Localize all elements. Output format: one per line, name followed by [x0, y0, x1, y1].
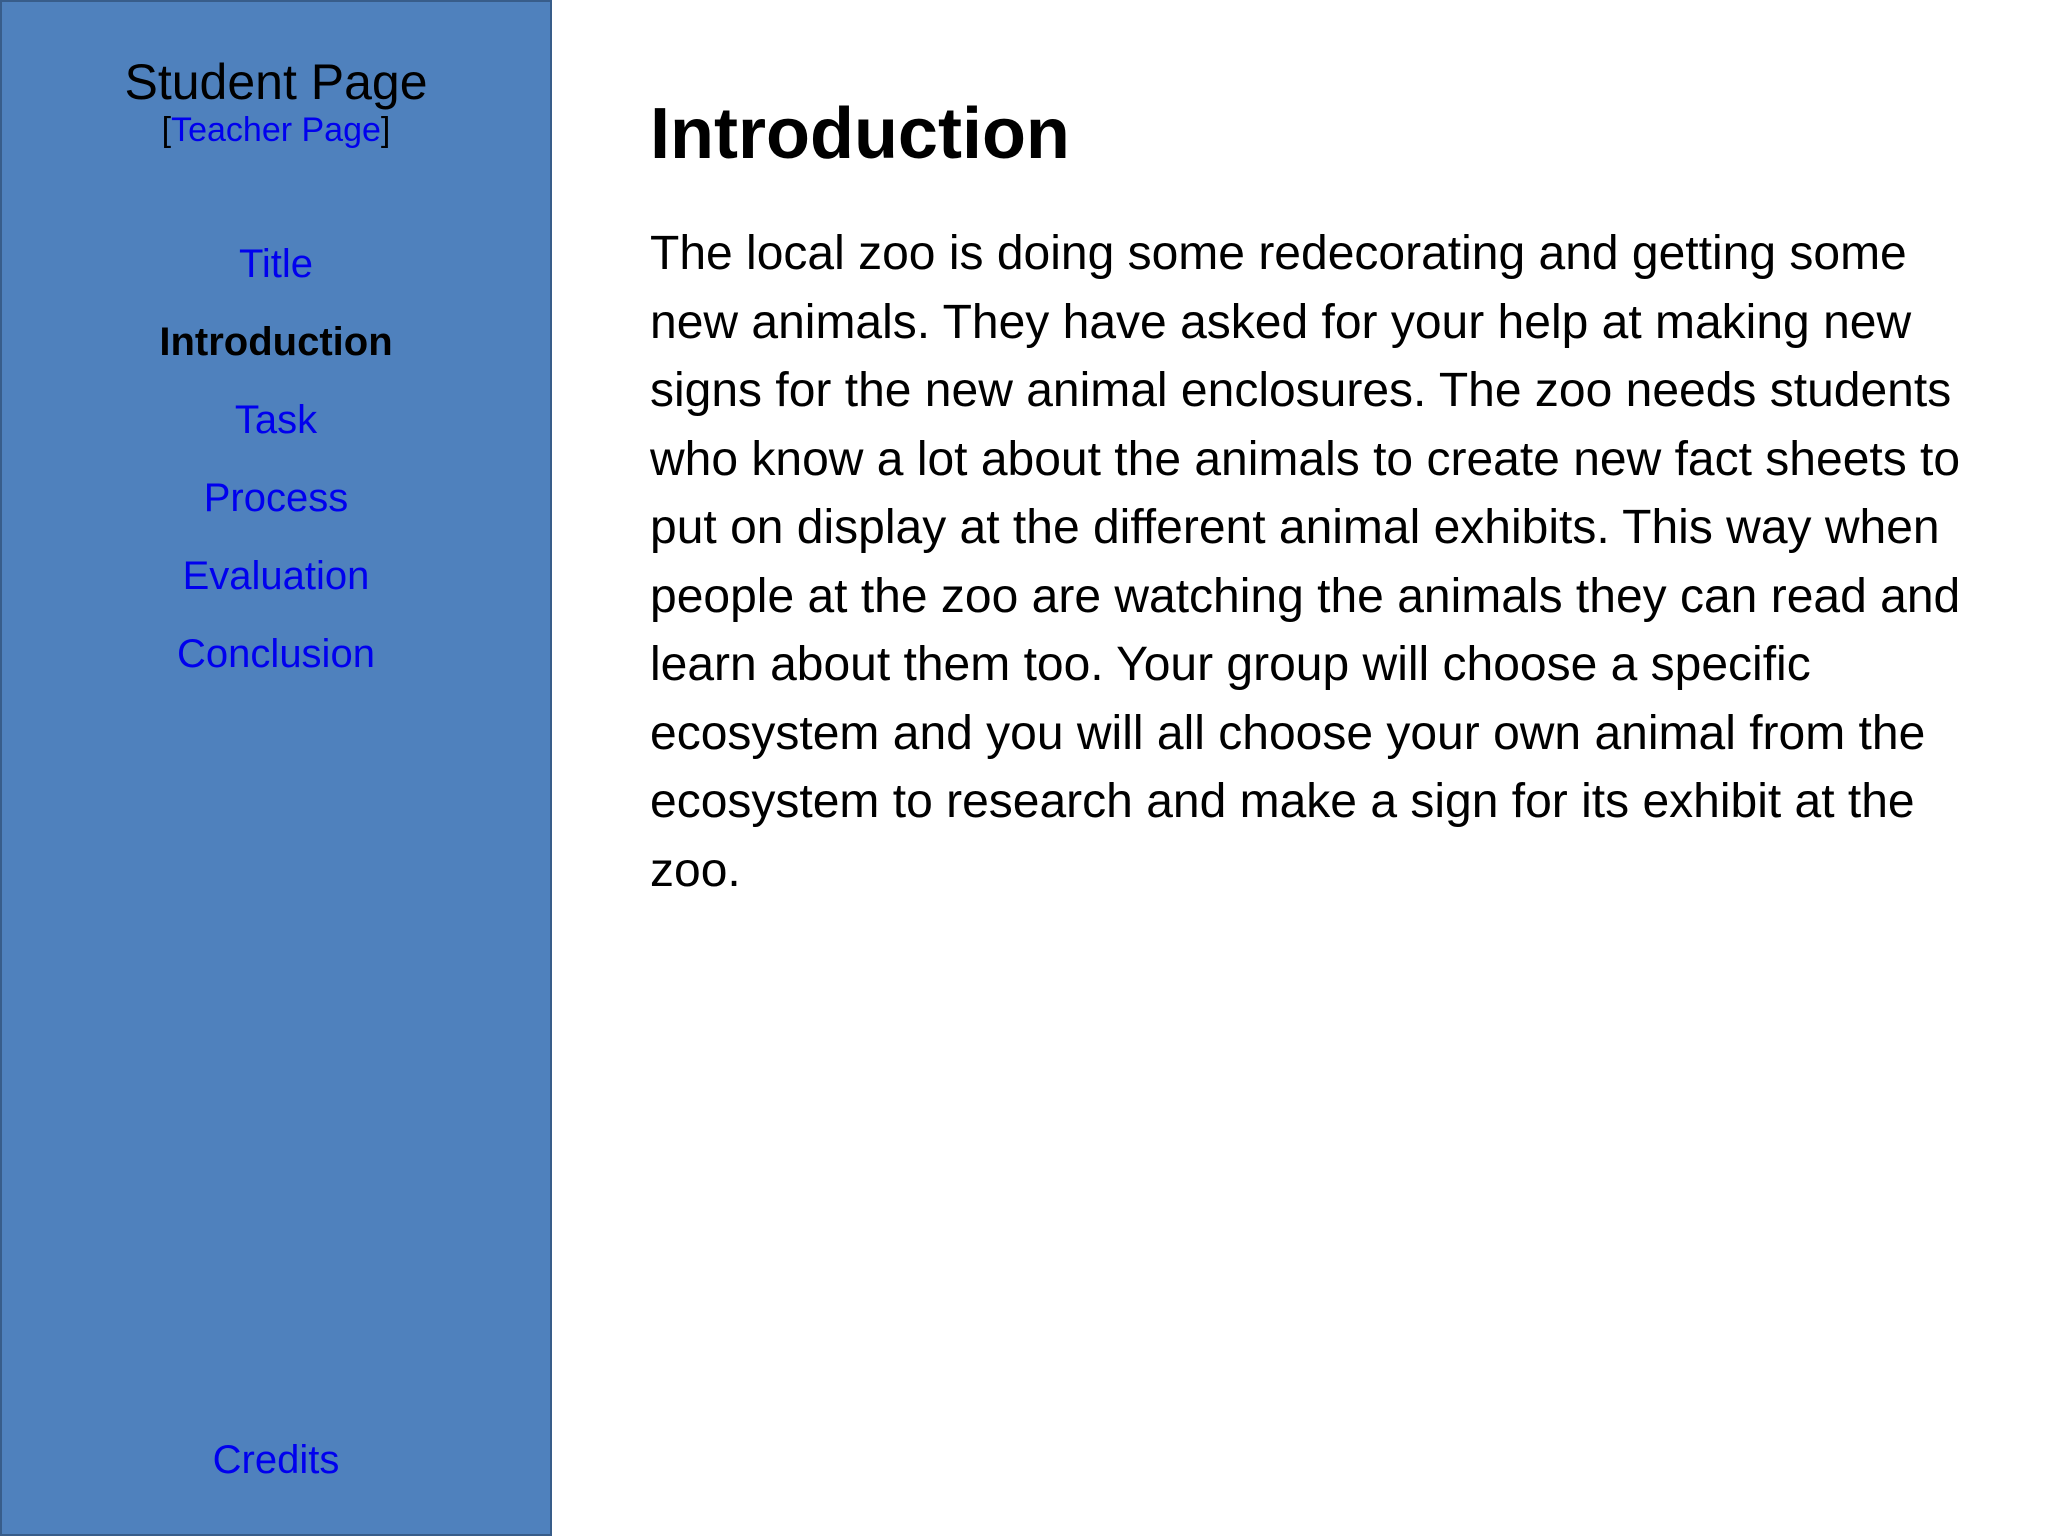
nav-item-title[interactable]: Title — [238, 242, 314, 286]
student-page-title: Student Page — [124, 54, 428, 110]
nav-item-process[interactable]: Process — [203, 476, 349, 520]
main-content — [650, 92, 1980, 905]
sidebar-header — [2, 54, 550, 150]
nav-item-introduction: Introduction — [159, 320, 393, 364]
introduction-paragraph: The local zoo is doing some redecorating and getting some new animals. They have asked for your help at making new signs for the new animal enclosures. The zoo needs students who know a lot about the animals to create new fact sheets to put on display at the different animal exhibits. This way when people at the zoo are watching the animals they can read and learn about them too. Your group will choose a specific ecosystem and you will all choose your own animal from the ecosystem to research and make a sign for its exhibit at the zoo. — [650, 227, 1961, 897]
sidebar-nav — [2, 240, 550, 708]
teacher-page-link[interactable]: Teacher Page — [171, 111, 381, 149]
page-heading: Introduction — [650, 94, 1070, 174]
sidebar — [0, 0, 552, 1536]
teacher-page-row — [2, 110, 550, 150]
nav-item-conclusion[interactable]: Conclusion — [177, 632, 375, 676]
nav-item-evaluation[interactable]: Evaluation — [182, 554, 370, 598]
bracket-open: [ — [161, 111, 172, 149]
nav-item-task[interactable]: Task — [234, 398, 318, 442]
credits-link[interactable]: Credits — [212, 1438, 340, 1482]
bracket-close: ] — [380, 111, 391, 149]
